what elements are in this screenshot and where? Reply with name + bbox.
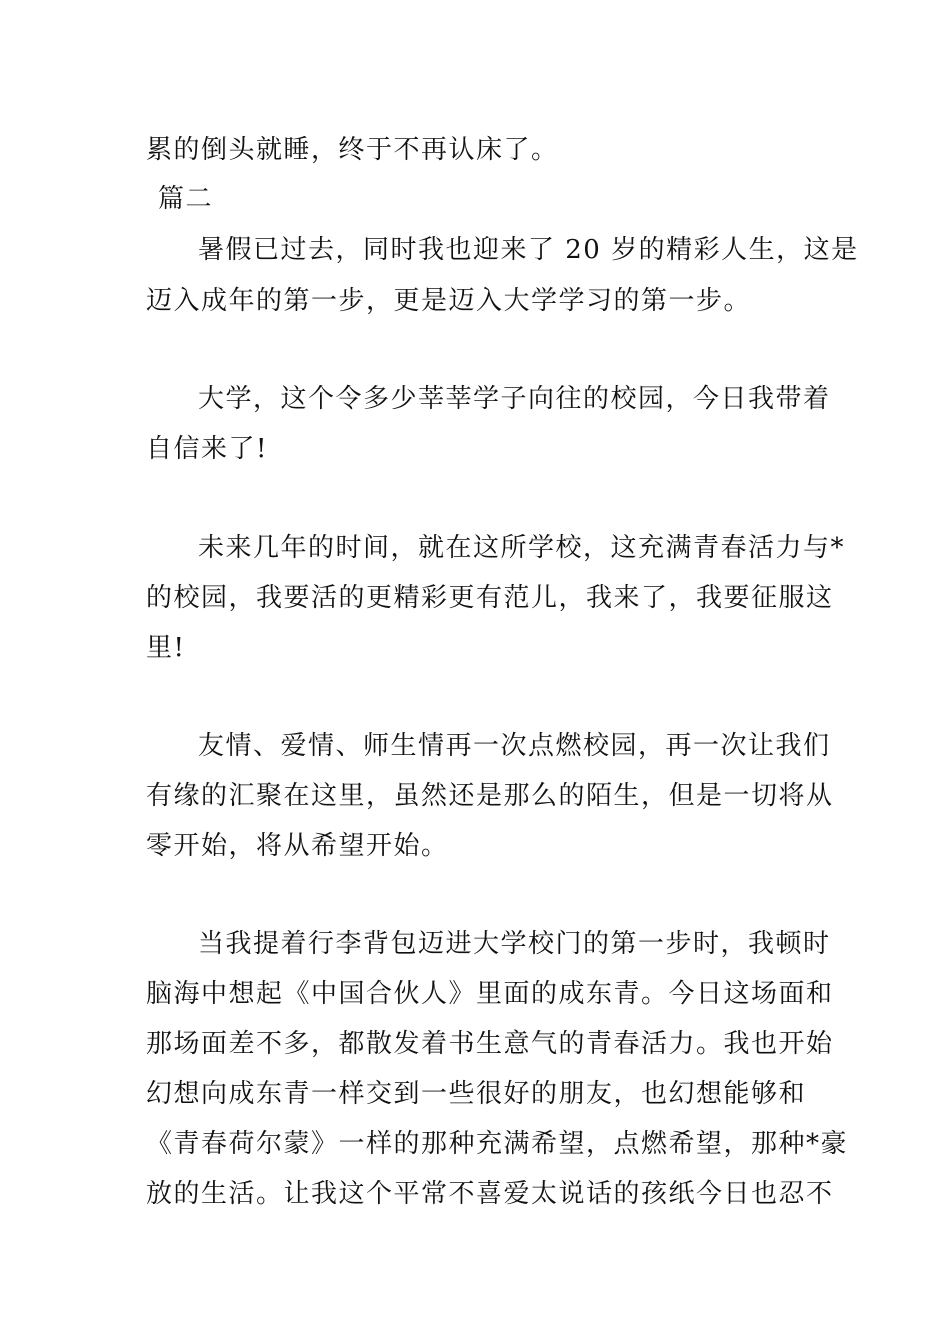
paragraph-line: 那场面差不多，都散发着书生意气的青春活力。我也开始: [146, 1029, 834, 1059]
paragraph-line: 《青春荷尔蒙》一样的那种充满希望，点燃希望，那种*豪: [146, 1129, 849, 1159]
paragraph-line: 迈入成年的第一步，更是迈入大学学习的第一步。: [146, 286, 752, 316]
paragraph-line: 自信来了!: [146, 434, 268, 464]
paragraph-line: 当我提着行李背包迈进大学校门的第一步时，我顿时: [198, 929, 831, 959]
paragraph-line: 暑假已过去，同时我也迎来了 20 岁的精彩人生，这是: [198, 235, 859, 265]
paragraph-line: 零开始，将从希望开始。: [146, 831, 449, 861]
paragraph-line: 友情、爱情、师生情再一次点燃校园，再一次让我们: [198, 731, 831, 761]
paragraph-line: 幻想向成东青一样交到一些很好的朋友，也幻想能够和: [146, 1079, 807, 1109]
paragraph-line: 脑海中想起《中国合伙人》里面的成东青。今日这场面和: [146, 979, 834, 1009]
paragraph-line: 未来几年的时间，就在这所学校，这充满青春活力与*: [198, 533, 846, 563]
paragraph-line: 里!: [146, 633, 186, 663]
paragraph-line: 放的生活。让我这个平常不喜爱太说话的孩纸今日也忍不: [146, 1179, 834, 1209]
carryover-line: 累的倒头就睡，终于不再认床了。: [146, 135, 559, 165]
paragraph-line: 的校园，我要活的更精彩更有范儿，我来了，我要征服这: [146, 583, 834, 613]
section-heading: 篇二: [158, 184, 214, 214]
paragraph-line: 大学，这个令多少莘莘学子向往的校园，今日我带着: [198, 384, 831, 414]
paragraph-line: 有缘的汇聚在这里，虽然还是那么的陌生，但是一切将从: [146, 781, 834, 811]
